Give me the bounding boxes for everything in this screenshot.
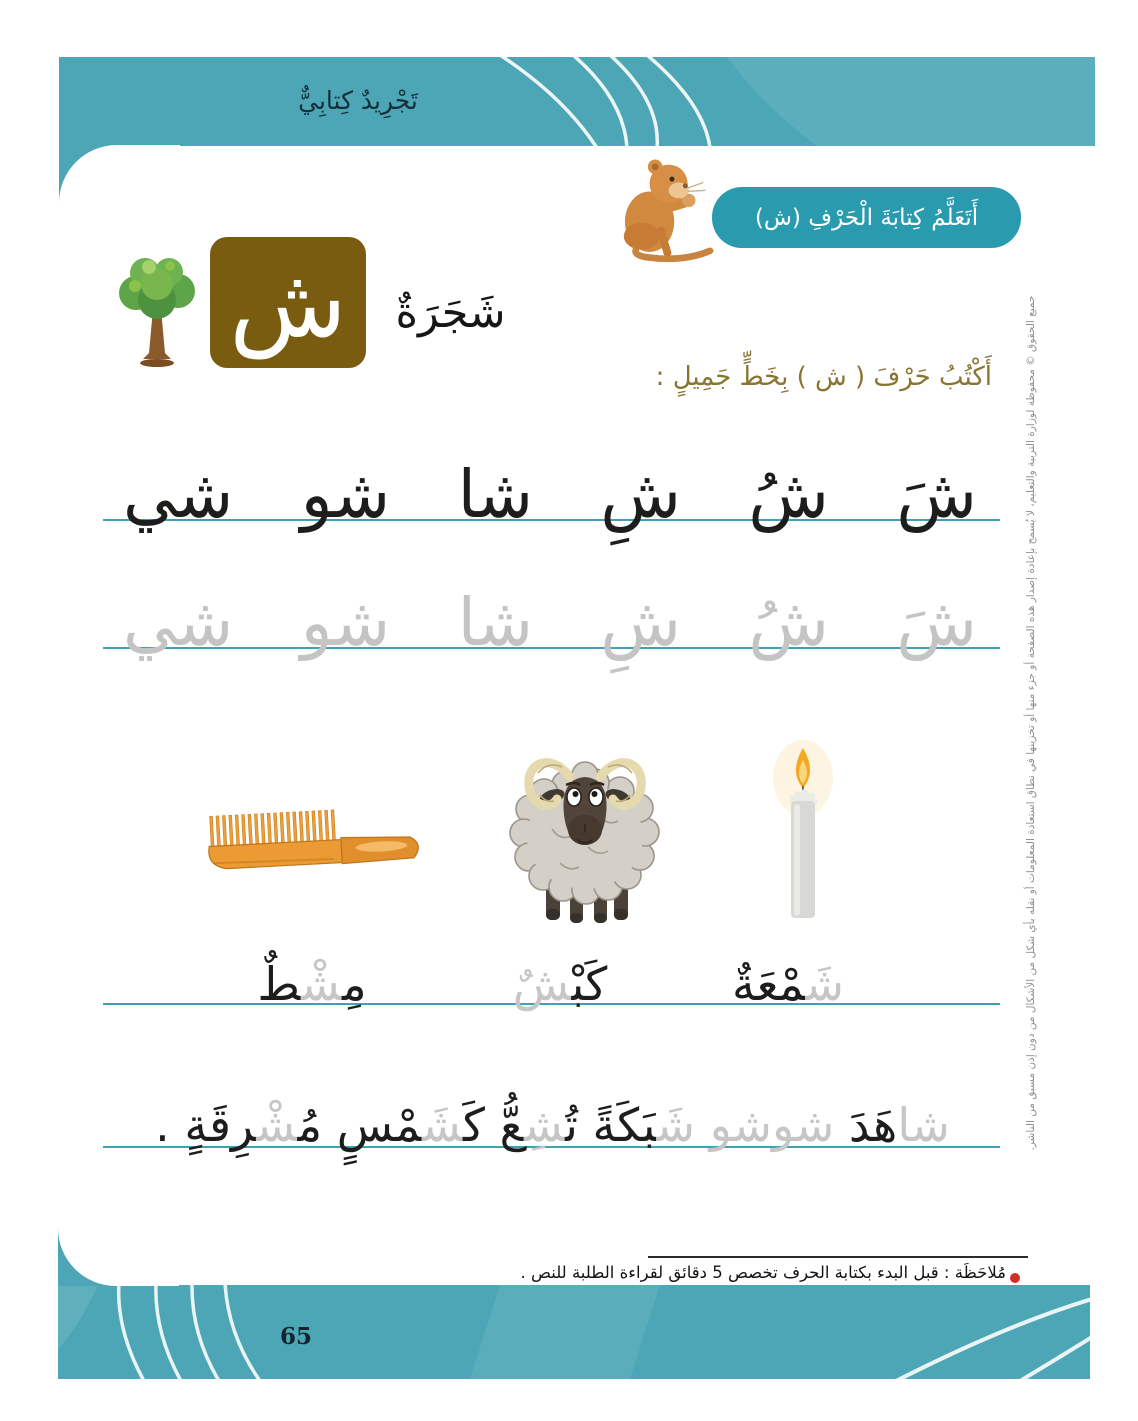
practice-letter: شَ (896, 456, 977, 533)
ink-segment: تُ‍ (565, 1098, 578, 1152)
ink-segment: مِ‍ (342, 957, 367, 1011)
lesson-title-banner (712, 187, 1021, 248)
footnote-rule (648, 1256, 1028, 1258)
candle-icon (768, 738, 838, 923)
vocab-word-comb (232, 957, 392, 1011)
practice-letter: شِ (600, 456, 681, 533)
trace-letter: شي (123, 584, 234, 661)
ink-segment: كَ‍ (463, 1098, 485, 1152)
lesson-type-label: تَجْرِيدٌ كِتابِيٌّ (298, 86, 418, 115)
copyright-sidebar-text: جميع الحقوق © محفوظة لوزارة التربية والتعليم، لا يُسمح بإعادة إصدار هذه الصفحة أو جزء منها أو تخزينها في نطاق استعادة المعلومات أو نقله بأي شكل من الأشكال من دون إذن مسبق من الناشر. (1025, 295, 1037, 1151)
ink-segment (695, 1098, 710, 1152)
practice-line-trace (105, 584, 995, 661)
trace-letter: شو (300, 584, 391, 661)
ink-segment: ‍بَكَةً (592, 1098, 657, 1152)
featured-letter-box (210, 237, 366, 368)
bottom-band (58, 1285, 1090, 1379)
trace-segment: شوشو (709, 1098, 835, 1152)
ink-segment: مُ‍ (297, 1098, 323, 1152)
ram-icon (500, 737, 670, 927)
page-number: 65 (279, 1323, 312, 1350)
bottom-band-decor (58, 1285, 1090, 1379)
trace-segment: ‍شْ‍ (256, 1098, 298, 1152)
lesson-title: أَتَعَلَّمُ كِتابَةَ الْحَرْفِ (ش) (754, 204, 979, 231)
ink-segment (578, 1098, 593, 1152)
practice-sentence (105, 1098, 1000, 1152)
trace-segment: ‍شٌ (512, 957, 572, 1011)
comb-icon (201, 802, 426, 878)
practice-letter: شا (457, 456, 533, 533)
trace-segment: شا (897, 1098, 950, 1152)
ink-segment: ‍رِقَةٍ (184, 1098, 257, 1152)
footnote-text: مُلاحَظَة : قبل البدء بكتابة الحرف تخصص 5 دقائق لقراءة الطلبة للنص . (520, 1263, 1006, 1282)
ink-segment: ‍عُّ (499, 1098, 525, 1152)
trace-letter: شا (457, 584, 533, 661)
lion-cub-icon (607, 153, 719, 268)
ink-segment (485, 1098, 500, 1152)
tree-icon (112, 253, 202, 371)
ink-segment: . (155, 1098, 185, 1152)
ink-segment: كَبْ‍ (571, 957, 608, 1011)
practice-letter: شي (123, 456, 234, 533)
footnote-bullet (1010, 1273, 1020, 1283)
top-band (59, 57, 1095, 146)
trace-segment: شَ‍ (656, 1098, 696, 1152)
ink-segment: ‍مْعَةٌ (732, 957, 806, 1011)
ink-segment (834, 1098, 849, 1152)
trace-letter: شَ (896, 584, 977, 661)
practice-letter: شو (300, 456, 391, 533)
vocab-word-candle (708, 957, 868, 1011)
ink-segment: ‍مْسٍ (336, 1098, 422, 1152)
trace-segment: ‍شْ‍ (300, 957, 343, 1011)
practice-letter: شُ (748, 456, 829, 533)
featured-letter: ش (229, 246, 347, 359)
ink-segment (322, 1098, 337, 1152)
trace-letter: شِ (600, 584, 681, 661)
trace-segment: ‍شَ‍ (421, 1098, 464, 1152)
top-band-decor (59, 57, 1095, 146)
trace-letter: شُ (748, 584, 829, 661)
trace-segment: ‍شِ‍ (524, 1098, 566, 1152)
trace-segment: شَ‍ (805, 957, 844, 1011)
practice-line-ink (105, 456, 995, 533)
instruction-text: أَكْتُبُ حَرْفَ ( ش ) بِخَطٍّ جَمِيلٍ : (655, 362, 992, 392)
vocab-word-ram (480, 957, 640, 1011)
ink-segment: ‍طٌ (257, 957, 301, 1011)
ink-segment: هَدَ (848, 1098, 898, 1152)
intro-word: شَجَرَةٌ (395, 288, 506, 338)
